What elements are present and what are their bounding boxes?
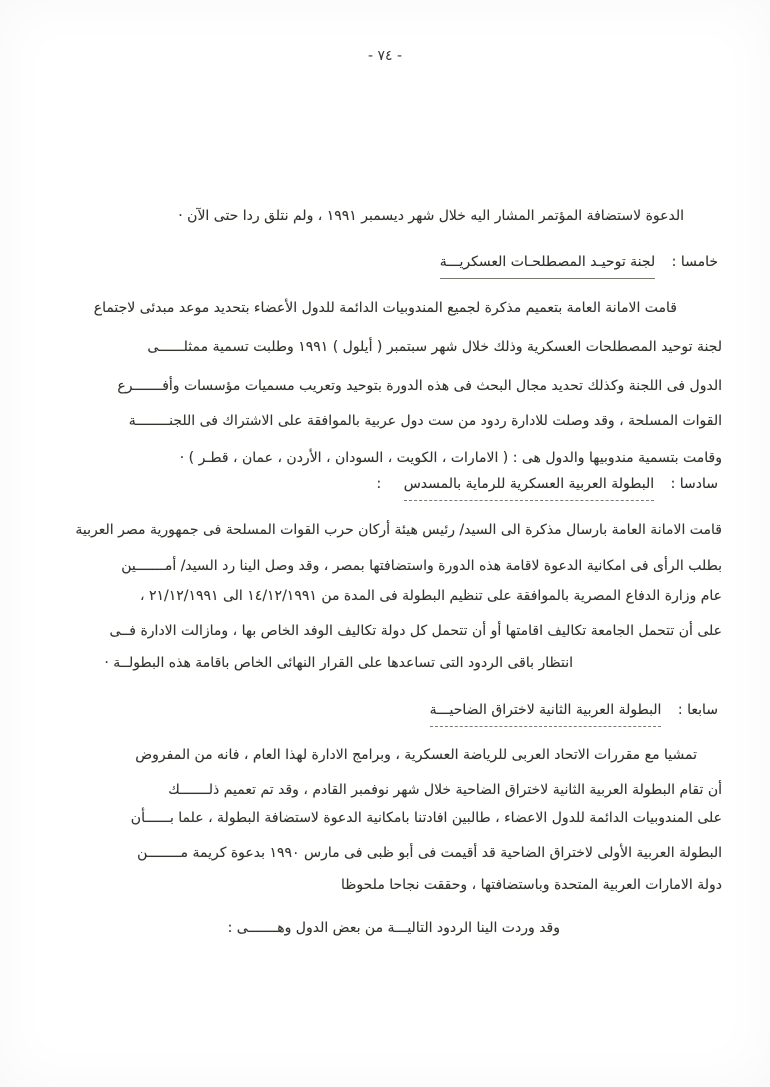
section-label: سادسا :: [670, 476, 718, 492]
section-title: البطولة العربية الثانية لاختراق الضاحيـــة: [430, 700, 662, 727]
closing-line: وقد وردت الينا الردود التاليـــة من بعض الدول وهـــــــى :: [227, 920, 560, 936]
paragraph-line: القوات المسلحة ، وقد وصلت للادارة ردود من ست دول عربية بالموافقة على الاشتراك فى اللجنــــــــة: [128, 413, 722, 429]
paragraph-line: بطلب الرأى فى امكانية الدعوة لاقامة هذه الدورة واستضافتها بمصر ، وقد وصل الينا رد السيد/ أمـــــــين: [121, 558, 722, 574]
paragraph-line: قامت الامانة العامة بتعميم مذكرة لجميع المندوبيات الدائمة للدول الأعضاء بتحديد موعد مبدئى لاجتماع: [93, 300, 677, 316]
paragraph-line: البطولة العربية الأولى لاختراق الضاحية قد أقيمت فى أبو ظبى فى مارس ١٩٩٠ بدعوة كريمة مــــــــن: [137, 845, 722, 861]
paragraph-line: الدول فى اللجنة وكذلك تحديد مجال البحث فى هذه الدورة بتوحيد وتعريب مسميات مؤسسات وأفـــــــرع: [117, 378, 722, 394]
section-label: خامسا :: [671, 254, 718, 270]
paragraph-line: تمشيا مع مقررات الاتحاد العربى للرياضة العسكرية ، وبرامج الادارة لهذا العام ، فانه من المفروض: [135, 747, 697, 763]
section-trailing-colon: :: [376, 476, 382, 492]
paragraph-line: قامت الامانة العامة بارسال مذكرة الى السيد/ رئيس هيئة أركان حرب القوات المسلحة فى جمهورية مصر العربية: [75, 522, 722, 538]
page-number: - ٧٤ -: [367, 48, 403, 64]
intro-line: الدعوة لاستضافة المؤتمر المشار اليه خلال شهر ديسمبر ١٩٩١ ، ولم نتلق ردا حتى الآن ·: [178, 208, 684, 224]
paragraph-line: انتظار باقى الردود التى تساعدها على القرار النهائى الخاص باقامة هذه البطولــة ·: [104, 655, 573, 671]
section-title: البطولة العربية العسكرية للرماية بالمسدس: [404, 474, 654, 501]
paragraph-line: لجنة توحيد المصطلحات العسكرية وذلك خلال شهر سبتمبر ( أيلول ) ١٩٩١ وطلبت تسمية ممثلــــــى: [147, 339, 722, 355]
paragraph-line: أن تقام البطولة العربية الثانية لاختراق الضاحية خلال شهر نوفمبر القادم ، وقد تم تعميم ذلـــــــك: [168, 782, 722, 798]
paragraph-line: وقامت بتسمية مندوبيها والدول هى : ( الامارات ، الكويت ، السودان ، الأردن ، عمان ، قطـر ) ·: [179, 450, 722, 466]
section-heading-sabia: [430, 700, 718, 727]
paragraph-line: عام وزارة الدفاع المصرية بالموافقة على تنظيم البطولة فى المدة من ١٤/١٢/١٩٩١ الى ٢١/١٢/١٩٩١ ،: [139, 588, 722, 604]
paragraph-line: على أن تتحمل الجامعة تكاليف اقامتها أو أن تتحمل كل دولة تكاليف الوفد الخاص بها ، ومازالت الادارة فــى: [109, 623, 722, 639]
section-title: لجنة توحيـد المصطلحـات العسكريـــة: [440, 252, 656, 279]
paragraph-line: على المندوبيات الدائمة للدول الاعضاء ، طالبين افادتنا بامكانية الدعوة لاستضافة البطولة ، علما بــــــأن: [130, 810, 722, 826]
section-label: سابعا :: [677, 702, 718, 718]
section-heading-sadisa: [377, 474, 718, 501]
section-heading-khamisa: [440, 252, 718, 279]
paragraph-line: دولة الامارات العربية المتحدة وباستضافتها ، وحققت نجاحا ملحوظا: [341, 877, 722, 893]
